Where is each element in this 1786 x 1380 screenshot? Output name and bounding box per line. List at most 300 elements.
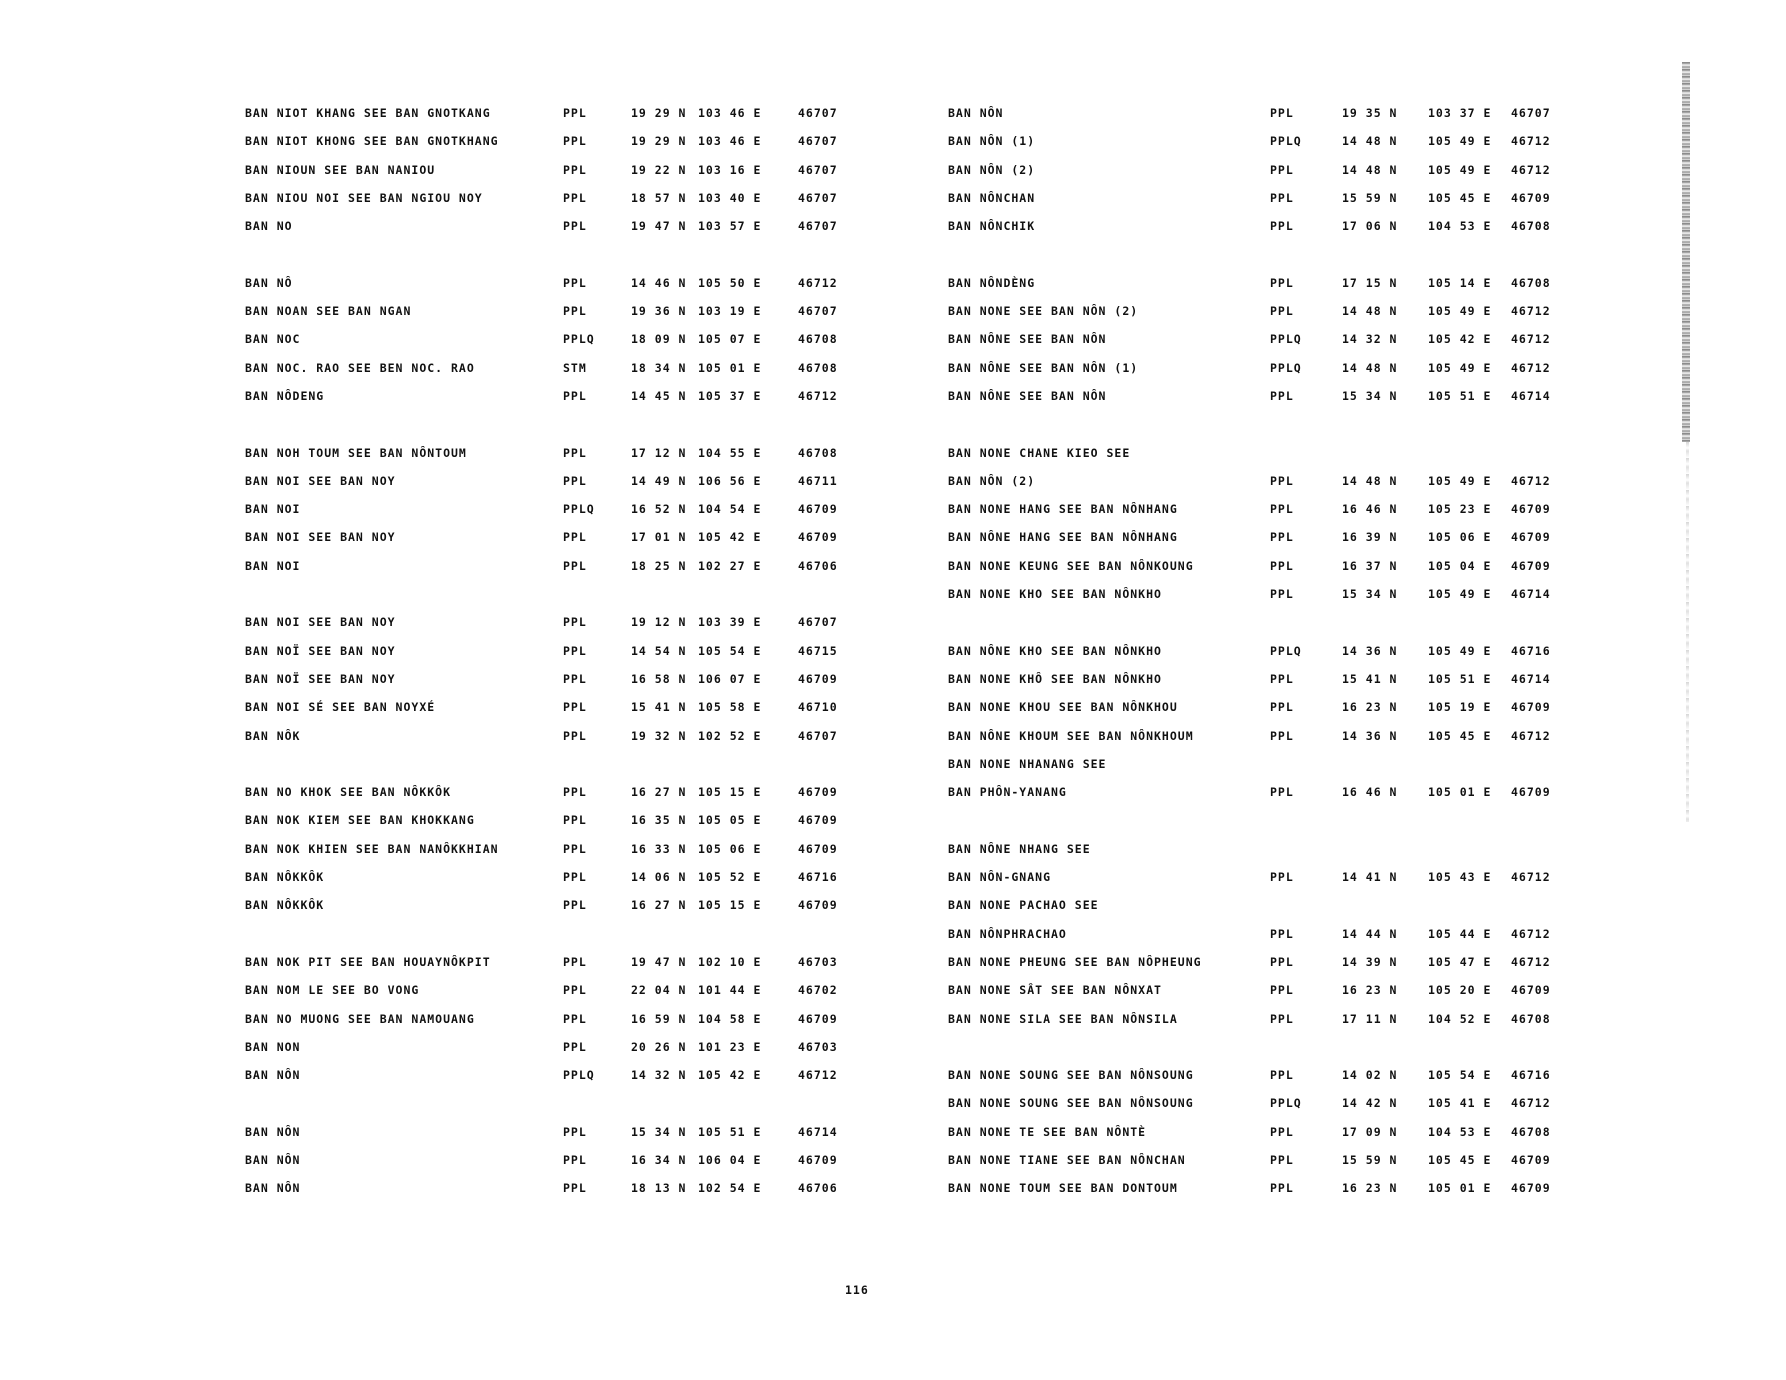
entry-lon: 105 43 E <box>1428 870 1492 885</box>
entry-name: BAN NOC. RAO SEE BEN NOC. RAO <box>245 360 475 375</box>
entry-lat: 15 34 N <box>631 1124 687 1139</box>
entry-lat: 18 13 N <box>631 1181 687 1196</box>
gazetteer-entry <box>948 1062 1588 1090</box>
entry-lon: 105 01 E <box>1428 1181 1492 1196</box>
entry-sheet: 46712 <box>1511 134 1551 149</box>
gazetteer-entry <box>245 779 885 807</box>
gazetteer-entry <box>948 779 1588 807</box>
gazetteer-entry <box>245 468 885 496</box>
entry-lon: 105 06 E <box>698 841 762 856</box>
entry-lon: 102 27 E <box>698 558 762 573</box>
entry-lon: 105 05 E <box>698 813 762 828</box>
entry-lon: 103 46 E <box>698 106 762 120</box>
entry-lat: 19 35 N <box>1342 106 1398 120</box>
entry-code: PPL <box>1270 1152 1294 1167</box>
gazetteer-entry <box>245 609 885 637</box>
entry-lat: 14 48 N <box>1342 473 1398 488</box>
entry-name: BAN PHÔN-YANANG <box>948 785 1067 800</box>
entry-sheet: 46712 <box>798 275 838 290</box>
gazetteer-entry <box>245 496 885 524</box>
entry-name: BAN NON <box>245 1039 301 1054</box>
entry-code: PPL <box>563 162 587 177</box>
entry-lat: 16 27 N <box>631 898 687 913</box>
entry-name: BAN NÔDENG <box>245 388 325 403</box>
gazetteer-entry <box>948 270 1588 298</box>
entry-code: PPL <box>563 983 587 998</box>
gazetteer-entry <box>948 524 1588 552</box>
entry-lat: 18 57 N <box>631 190 687 205</box>
entry-lon: 105 45 E <box>1428 1152 1492 1167</box>
entry-name: BAN NÔNE NHANG SEE <box>948 841 1091 856</box>
gazetteer-entry <box>948 496 1588 524</box>
gazetteer-entry <box>245 241 885 269</box>
entry-code: PPL <box>563 1011 587 1026</box>
gazetteer-entry <box>948 383 1588 411</box>
entry-sheet: 46709 <box>1511 530 1551 545</box>
entry-code: PPL <box>1270 190 1294 205</box>
entry-lat: 16 27 N <box>631 785 687 800</box>
entry-sheet: 46714 <box>1511 587 1551 602</box>
entry-sheet: 46712 <box>1511 304 1551 319</box>
gazetteer-entry <box>245 864 885 892</box>
entry-lon: 105 54 E <box>698 643 762 658</box>
entry-lon: 105 06 E <box>1428 530 1492 545</box>
scan-edge-artifact <box>1682 62 1690 442</box>
entry-name: BAN NÔN (2) <box>948 473 1036 488</box>
entry-lat: 22 04 N <box>631 983 687 998</box>
entry-name: BAN NOÏ SEE BAN NOY <box>245 643 396 658</box>
entry-lon: 105 37 E <box>698 388 762 403</box>
entry-lon: 105 01 E <box>1428 785 1492 800</box>
entry-sheet: 46707 <box>798 134 838 149</box>
entry-sheet: 46712 <box>798 388 838 403</box>
entry-lon: 105 47 E <box>1428 954 1492 969</box>
entry-lon: 106 56 E <box>698 473 762 488</box>
entry-lat: 20 26 N <box>631 1039 687 1054</box>
entry-name: BAN NÔN-GNANG <box>948 870 1052 885</box>
entry-lat: 14 41 N <box>1342 870 1398 885</box>
entry-code: PPL <box>1270 388 1294 403</box>
entry-lat: 17 15 N <box>1342 275 1398 290</box>
gazetteer-entry <box>245 185 885 213</box>
entry-code: PPL <box>563 134 587 149</box>
gazetteer-entry <box>245 949 885 977</box>
entry-lon: 104 55 E <box>698 445 762 460</box>
entry-name: BAN NÔNE SEE BAN NÔN (1) <box>948 360 1139 375</box>
entry-sheet: 46709 <box>1511 785 1551 800</box>
entry-lat: 14 44 N <box>1342 926 1398 941</box>
entry-lon: 103 57 E <box>698 219 762 234</box>
gazetteer-entry <box>948 921 1588 949</box>
entry-name: BAN NÔNE SEE BAN NÔN <box>948 388 1107 403</box>
entry-lon: 104 54 E <box>698 502 762 517</box>
entry-sheet: 46709 <box>798 898 838 913</box>
entry-sheet: 46702 <box>798 983 838 998</box>
entry-name: BAN NONE TOUM SEE BAN DONTOUM <box>948 1181 1178 1196</box>
entry-name: BAN NÔN <box>245 1124 301 1139</box>
entry-lat: 15 34 N <box>1342 388 1398 403</box>
entry-sheet: 46708 <box>798 360 838 375</box>
entry-lon: 105 49 E <box>1428 134 1492 149</box>
entry-name: BAN NOI <box>245 502 301 517</box>
entry-sheet: 46709 <box>1511 983 1551 998</box>
entry-lon: 105 15 E <box>698 898 762 913</box>
entry-code: PPL <box>1270 1068 1294 1083</box>
entry-sheet: 46716 <box>798 870 838 885</box>
gazetteer-entry <box>948 128 1588 156</box>
entry-sheet: 46709 <box>798 502 838 517</box>
gazetteer-entry <box>948 581 1588 609</box>
entry-lon: 105 52 E <box>698 870 762 885</box>
gazetteer-entry <box>245 213 885 241</box>
entry-name: BAN NONE TE SEE BAN NÔNTÈ <box>948 1124 1147 1139</box>
entry-code: PPL <box>563 870 587 885</box>
entry-lon: 105 54 E <box>1428 1068 1492 1083</box>
entry-code: PPL <box>563 304 587 319</box>
entry-lat: 16 46 N <box>1342 785 1398 800</box>
entry-sheet: 46708 <box>1511 219 1551 234</box>
entry-lat: 18 25 N <box>631 558 687 573</box>
entry-name: BAN NOK KIEM SEE BAN KHOKKANG <box>245 813 475 828</box>
entry-lon: 103 19 E <box>698 304 762 319</box>
page-number: 116 <box>845 1283 869 1297</box>
entry-name: BAN NONE KEUNG SEE BAN NÔNKOUNG <box>948 558 1194 573</box>
entry-name: BAN NOK PIT SEE BAN HOUAYNÔKPIT <box>245 954 491 969</box>
entry-lat: 16 58 N <box>631 671 687 686</box>
gazetteer-entry <box>948 298 1588 326</box>
entry-lat: 17 11 N <box>1342 1011 1398 1026</box>
gazetteer-entry <box>245 638 885 666</box>
entry-lat: 14 46 N <box>631 275 687 290</box>
entry-sheet: 46707 <box>798 615 838 630</box>
entry-lat: 16 23 N <box>1342 1181 1398 1196</box>
entry-lat: 14 48 N <box>1342 304 1398 319</box>
entry-lon: 105 19 E <box>1428 700 1492 715</box>
entry-code: PPL <box>563 643 587 658</box>
gazetteer-entry <box>948 977 1588 1005</box>
entry-code: PPL <box>563 219 587 234</box>
entry-code: PPL <box>1270 275 1294 290</box>
entry-code: PPLQ <box>1270 643 1302 658</box>
entry-sheet: 46708 <box>798 332 838 347</box>
gazetteer-entry <box>245 1006 885 1034</box>
entry-sheet: 46716 <box>1511 643 1551 658</box>
gazetteer-entry <box>948 638 1588 666</box>
entry-sheet: 46712 <box>1511 870 1551 885</box>
gazetteer-entry <box>245 1090 885 1118</box>
entry-name: BAN NOÏ SEE BAN NOY <box>245 671 396 686</box>
entry-name: BAN NÔKKÔK <box>245 870 325 885</box>
entry-name: BAN NOK KHIEN SEE BAN NANÔKKHIAN <box>245 841 499 856</box>
entry-lat: 17 12 N <box>631 445 687 460</box>
entry-name: BAN NO KHOK SEE BAN NÔKKÔK <box>245 785 452 800</box>
entry-code: STM <box>563 360 587 375</box>
gazetteer-entry <box>245 666 885 694</box>
entry-code: PPLQ <box>563 332 595 347</box>
entry-code: PPL <box>1270 502 1294 517</box>
gazetteer-entry <box>245 1175 885 1203</box>
entry-lon: 105 01 E <box>698 360 762 375</box>
entry-lat: 14 48 N <box>1342 360 1398 375</box>
gazetteer-entry <box>245 128 885 156</box>
gazetteer-entry <box>948 666 1588 694</box>
gazetteer-entry <box>948 355 1588 383</box>
entry-code: PPL <box>563 841 587 856</box>
gazetteer-entry <box>948 751 1588 779</box>
gazetteer-left-column <box>245 100 885 1204</box>
entry-sheet: 46709 <box>1511 502 1551 517</box>
entry-sheet: 46708 <box>1511 1124 1551 1139</box>
gazetteer-entry <box>948 100 1588 128</box>
gazetteer-entry <box>948 1090 1588 1118</box>
entry-lon: 105 51 E <box>698 1124 762 1139</box>
entry-lon: 104 58 E <box>698 1011 762 1026</box>
entry-code: PPL <box>1270 558 1294 573</box>
entry-name: BAN NO MUONG SEE BAN NAMOUANG <box>245 1011 475 1026</box>
entry-name: BAN NOI SÉ SEE BAN NOYXÉ <box>245 700 436 715</box>
entry-name: BAN NÔNE KHOUM SEE BAN NÔNKHOUM <box>948 728 1194 743</box>
entry-lat: 16 35 N <box>631 813 687 828</box>
entry-sheet: 46712 <box>1511 926 1551 941</box>
entry-code: PPL <box>1270 219 1294 234</box>
entry-sheet: 46710 <box>798 700 838 715</box>
entry-code: PPL <box>563 530 587 545</box>
entry-lon: 105 07 E <box>698 332 762 347</box>
entry-lon: 103 39 E <box>698 615 762 630</box>
gazetteer-entry <box>245 1062 885 1090</box>
gazetteer-entry <box>245 411 885 439</box>
entry-code: PPL <box>1270 1124 1294 1139</box>
entry-code: PPL <box>563 445 587 460</box>
entry-name: BAN NÔNPHRACHAO <box>948 926 1067 941</box>
entry-sheet: 46709 <box>1511 1152 1551 1167</box>
entry-code: PPL <box>563 813 587 828</box>
entry-lon: 105 49 E <box>1428 587 1492 602</box>
entry-name: BAN NIOT KHONG SEE BAN GNOTKHANG <box>245 134 499 149</box>
entry-name: BAN NÔKKÔK <box>245 898 325 913</box>
entry-name: BAN NONE SÂT SEE BAN NÔNXAT <box>948 983 1162 998</box>
gazetteer-entry <box>245 807 885 835</box>
entry-code: PPL <box>1270 530 1294 545</box>
gazetteer-entry <box>948 1175 1588 1203</box>
entry-lon: 105 50 E <box>698 275 762 290</box>
entry-sheet: 46708 <box>1511 1011 1551 1026</box>
entry-name: BAN NOI <box>245 558 301 573</box>
entry-code: PPL <box>563 615 587 630</box>
entry-code: PPL <box>563 954 587 969</box>
gazetteer-entry <box>245 383 885 411</box>
entry-lat: 16 52 N <box>631 502 687 517</box>
entry-name: BAN NOM LE SEE BO VONG <box>245 983 420 998</box>
entry-code: PPL <box>563 106 587 120</box>
gazetteer-entry <box>245 440 885 468</box>
entry-name: BAN NO <box>245 219 293 234</box>
entry-code: PPL <box>1270 870 1294 885</box>
entry-code: PPLQ <box>563 502 595 517</box>
entry-name: BAN NONE CHANE KIEO SEE <box>948 445 1131 460</box>
entry-sheet: 46707 <box>798 106 838 120</box>
gazetteer-entry <box>948 411 1588 439</box>
entry-lon: 104 53 E <box>1428 219 1492 234</box>
entry-sheet: 46712 <box>1511 954 1551 969</box>
entry-sheet: 46707 <box>798 304 838 319</box>
entry-name: BAN NÔNE KHO SEE BAN NÔNKHO <box>948 643 1162 658</box>
entry-lat: 16 33 N <box>631 841 687 856</box>
entry-lat: 19 32 N <box>631 728 687 743</box>
entry-lat: 15 59 N <box>1342 1152 1398 1167</box>
entry-lon: 103 40 E <box>698 190 762 205</box>
gazetteer-entry <box>948 807 1588 835</box>
entry-lat: 15 59 N <box>1342 190 1398 205</box>
entry-name: BAN NOI SEE BAN NOY <box>245 473 396 488</box>
gazetteer-entry <box>245 524 885 552</box>
entry-sheet: 46709 <box>798 1011 838 1026</box>
entry-lon: 105 23 E <box>1428 502 1492 517</box>
entry-lon: 105 20 E <box>1428 983 1492 998</box>
entry-code: PPL <box>1270 473 1294 488</box>
entry-lat: 19 47 N <box>631 954 687 969</box>
entry-lon: 105 51 E <box>1428 671 1492 686</box>
entry-code: PPL <box>1270 162 1294 177</box>
entry-name: BAN NOI SEE BAN NOY <box>245 615 396 630</box>
entry-name: BAN NÔN (2) <box>948 162 1036 177</box>
entry-name: BAN NONE SOUNG SEE BAN NÔNSOUNG <box>948 1068 1194 1083</box>
entry-lat: 16 23 N <box>1342 700 1398 715</box>
entry-code: PPL <box>1270 983 1294 998</box>
gazetteer-right-column <box>948 100 1588 1204</box>
entry-lat: 19 29 N <box>631 134 687 149</box>
entry-lat: 14 39 N <box>1342 954 1398 969</box>
entry-sheet: 46707 <box>798 728 838 743</box>
entry-sheet: 46712 <box>1511 473 1551 488</box>
entry-lon: 106 07 E <box>698 671 762 686</box>
gazetteer-entry <box>948 468 1588 496</box>
gazetteer-entry <box>948 553 1588 581</box>
entry-code: PPL <box>1270 671 1294 686</box>
gazetteer-entry <box>948 949 1588 977</box>
entry-sheet: 46709 <box>798 813 838 828</box>
entry-lat: 14 06 N <box>631 870 687 885</box>
entry-lat: 19 22 N <box>631 162 687 177</box>
entry-name: BAN NONE SILA SEE BAN NÔNSILA <box>948 1011 1178 1026</box>
entry-name: BAN NÔN <box>245 1068 301 1083</box>
entry-lon: 102 10 E <box>698 954 762 969</box>
entry-code: PPLQ <box>1270 332 1302 347</box>
entry-lon: 105 42 E <box>1428 332 1492 347</box>
entry-code: PPL <box>563 1039 587 1054</box>
entry-lat: 14 49 N <box>631 473 687 488</box>
entry-sheet: 46715 <box>798 643 838 658</box>
entry-sheet: 46716 <box>1511 1068 1551 1083</box>
entry-sheet: 46709 <box>1511 700 1551 715</box>
entry-code: PPL <box>563 1124 587 1139</box>
entry-code: PPLQ <box>1270 134 1302 149</box>
entry-lon: 103 46 E <box>698 134 762 149</box>
entry-name: BAN NIOUN SEE BAN NANIOU <box>245 162 436 177</box>
gazetteer-entry <box>948 609 1588 637</box>
gazetteer-entry <box>948 185 1588 213</box>
gazetteer-entry <box>245 1147 885 1175</box>
entry-sheet: 46709 <box>798 1152 838 1167</box>
entry-sheet: 46712 <box>1511 1096 1551 1111</box>
entry-lon: 105 42 E <box>698 530 762 545</box>
entry-name: BAN NIOU NOI SEE BAN NGIOU NOY <box>245 190 483 205</box>
entry-lon: 101 23 E <box>698 1039 762 1054</box>
gazetteer-entry <box>245 921 885 949</box>
gazetteer-entry <box>948 694 1588 722</box>
entry-name: BAN NÔK <box>245 728 301 743</box>
entry-sheet: 46712 <box>1511 360 1551 375</box>
entry-code: PPL <box>1270 700 1294 715</box>
gazetteer-entry <box>948 1119 1588 1147</box>
entry-name: BAN NÔNCHIK <box>948 219 1036 234</box>
entry-lat: 19 47 N <box>631 219 687 234</box>
entry-sheet: 46709 <box>1511 190 1551 205</box>
entry-sheet: 46703 <box>798 954 838 969</box>
entry-lon: 105 49 E <box>1428 473 1492 488</box>
gazetteer-entry <box>948 723 1588 751</box>
entry-code: PPL <box>1270 1181 1294 1196</box>
entry-name: BAN NÔNE HANG SEE BAN NÔNHANG <box>948 530 1178 545</box>
entry-sheet: 46712 <box>1511 332 1551 347</box>
entry-sheet: 46709 <box>1511 1181 1551 1196</box>
entry-lat: 16 59 N <box>631 1011 687 1026</box>
entry-lon: 104 52 E <box>1428 1011 1492 1026</box>
gazetteer-entry <box>245 326 885 354</box>
entry-lon: 105 49 E <box>1428 162 1492 177</box>
entry-lon: 105 49 E <box>1428 360 1492 375</box>
entry-name: BAN NONE KHOU SEE BAN NÔNKHOU <box>948 700 1178 715</box>
entry-code: PPL <box>1270 785 1294 800</box>
gazetteer-entry <box>245 892 885 920</box>
entry-lon: 103 16 E <box>698 162 762 177</box>
gazetteer-entry <box>245 581 885 609</box>
entry-code: PPL <box>1270 587 1294 602</box>
entry-lat: 18 09 N <box>631 332 687 347</box>
entry-lat: 14 32 N <box>631 1068 687 1083</box>
entry-sheet: 46714 <box>1511 388 1551 403</box>
entry-lat: 14 54 N <box>631 643 687 658</box>
entry-lon: 105 04 E <box>1428 558 1492 573</box>
gazetteer-entry <box>948 213 1588 241</box>
gazetteer-entry <box>948 1006 1588 1034</box>
entry-lat: 14 45 N <box>631 388 687 403</box>
entry-sheet: 46706 <box>798 1181 838 1196</box>
entry-code: PPL <box>563 671 587 686</box>
entry-lat: 16 23 N <box>1342 983 1398 998</box>
entry-lon: 106 04 E <box>698 1152 762 1167</box>
entry-lat: 14 32 N <box>1342 332 1398 347</box>
gazetteer-entry <box>245 553 885 581</box>
entry-lon: 105 45 E <box>1428 190 1492 205</box>
gazetteer-entry <box>245 1034 885 1062</box>
entry-name: BAN NÔ <box>245 275 293 290</box>
entry-code: PPL <box>563 388 587 403</box>
entry-lon: 105 49 E <box>1428 643 1492 658</box>
entry-lat: 16 39 N <box>1342 530 1398 545</box>
entry-code: PPL <box>563 728 587 743</box>
entry-lon: 105 44 E <box>1428 926 1492 941</box>
entry-sheet: 46712 <box>798 1068 838 1083</box>
entry-sheet: 46709 <box>798 530 838 545</box>
entry-lat: 17 01 N <box>631 530 687 545</box>
gazetteer-entry <box>245 298 885 326</box>
entry-code: PPL <box>1270 304 1294 319</box>
gazetteer-entry <box>245 270 885 298</box>
entry-sheet: 46708 <box>1511 275 1551 290</box>
entry-lat: 18 34 N <box>631 360 687 375</box>
entry-lat: 14 48 N <box>1342 162 1398 177</box>
